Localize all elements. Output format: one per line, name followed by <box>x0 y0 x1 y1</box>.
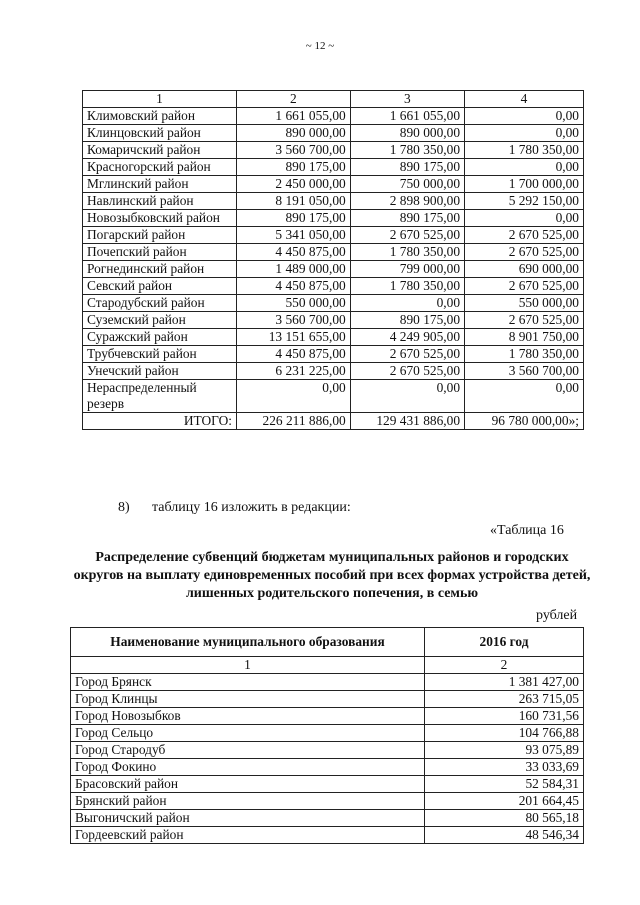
column-header-name: Наименование муниципального образования <box>71 628 425 657</box>
table-row <box>71 793 584 810</box>
amount-cell: 5 341 050,00 <box>237 227 351 244</box>
amount-cell: 1 780 350,00 <box>350 244 464 261</box>
amount-cell: 890 175,00 <box>350 312 464 329</box>
table-row <box>83 108 584 125</box>
amount-cell: 93 075,89 <box>425 742 584 759</box>
amendment-instruction <box>118 500 351 516</box>
amount-cell: 4 450 875,00 <box>237 278 351 295</box>
table-header-row <box>71 628 584 657</box>
table-row <box>71 810 584 827</box>
amount-cell: 8 191 050,00 <box>237 193 351 210</box>
table-row <box>71 827 584 844</box>
column-number-cell: 2 <box>237 91 351 108</box>
amount-cell: 4 450 875,00 <box>237 244 351 261</box>
table-row <box>71 742 584 759</box>
amount-cell: 890 175,00 <box>350 210 464 227</box>
district-name-cell: Погарский район <box>83 227 237 244</box>
amount-cell: 2 670 525,00 <box>465 244 584 261</box>
column-number-row <box>71 657 584 674</box>
amount-cell: 5 292 150,00 <box>465 193 584 210</box>
amount-cell: 890 175,00 <box>350 159 464 176</box>
amount-cell: 263 715,05 <box>425 691 584 708</box>
amount-cell: 2 670 525,00 <box>465 312 584 329</box>
column-number-cell: 1 <box>83 91 237 108</box>
district-name-cell: Комаричский район <box>83 142 237 159</box>
amount-cell: 4 249 905,00 <box>350 329 464 346</box>
amount-cell: 2 450 000,00 <box>237 176 351 193</box>
table-row <box>71 674 584 691</box>
table-header-row <box>83 91 584 108</box>
table-row <box>83 210 584 227</box>
amount-cell: 3 560 700,00 <box>237 312 351 329</box>
district-name-cell: Почепский район <box>83 244 237 261</box>
amount-cell: 0,00 <box>465 210 584 227</box>
amount-cell: 80 565,18 <box>425 810 584 827</box>
table-row <box>83 125 584 142</box>
district-name-cell: Севский район <box>83 278 237 295</box>
district-name-cell: Нераспределенный резерв <box>83 380 237 413</box>
amount-cell: 1 489 000,00 <box>237 261 351 278</box>
table-row <box>83 176 584 193</box>
municipality-name-cell: Брасовский район <box>71 776 425 793</box>
subsidy-table-continued <box>82 90 584 430</box>
amount-cell: 890 000,00 <box>350 125 464 142</box>
table-row <box>71 759 584 776</box>
amount-cell: 2 670 525,00 <box>465 227 584 244</box>
amount-cell: 690 000,00 <box>465 261 584 278</box>
amount-cell: 550 000,00 <box>237 295 351 312</box>
amount-cell: 1 700 000,00 <box>465 176 584 193</box>
table-row <box>83 363 584 380</box>
amount-cell: 3 560 700,00 <box>465 363 584 380</box>
table-row <box>83 193 584 210</box>
amount-cell: 8 901 750,00 <box>465 329 584 346</box>
column-number-cell: 2 <box>425 657 584 674</box>
district-name-cell: Стародубский район <box>83 295 237 312</box>
amount-cell: 1 661 055,00 <box>237 108 351 125</box>
district-name-cell: Трубчевский район <box>83 346 237 363</box>
district-name-cell: Навлинский район <box>83 193 237 210</box>
instruction-text: таблицу 16 изложить в редакции: <box>152 500 351 515</box>
amount-cell: 890 175,00 <box>237 159 351 176</box>
total-row <box>83 413 584 430</box>
table-heading: Распределение субвенций бюджетам муниципальных районов и городских округов на выплату единовременных пособий при всех формах устройства детей, лишенных родительского попечения, в семью <box>73 550 591 601</box>
table-row <box>83 346 584 363</box>
municipality-name-cell: Гордеевский район <box>71 827 425 844</box>
amount-cell: 2 670 525,00 <box>350 346 464 363</box>
amount-cell: 750 000,00 <box>350 176 464 193</box>
unit-label: рублей <box>536 608 578 623</box>
amount-cell: 2 670 525,00 <box>350 227 464 244</box>
municipality-name-cell: Выгоничский район <box>71 810 425 827</box>
table-row <box>83 227 584 244</box>
district-name-cell: Красногорский район <box>83 159 237 176</box>
column-number-cell: 4 <box>465 91 584 108</box>
total-amount-cell: 226 211 886,00 <box>237 413 351 430</box>
table-row <box>71 691 584 708</box>
amount-cell: 52 584,31 <box>425 776 584 793</box>
municipality-name-cell: Брянский район <box>71 793 425 810</box>
district-name-cell: Клинцовский район <box>83 125 237 142</box>
municipality-name-cell: Город Новозыбков <box>71 708 425 725</box>
municipality-name-cell: Город Сельцо <box>71 725 425 742</box>
municipality-name-cell: Город Фокино <box>71 759 425 776</box>
municipality-name-cell: Город Стародуб <box>71 742 425 759</box>
table-16 <box>70 627 584 844</box>
amount-cell: 0,00 <box>465 108 584 125</box>
district-name-cell: Новозыбковский район <box>83 210 237 227</box>
amount-cell: 550 000,00 <box>465 295 584 312</box>
table-row <box>83 278 584 295</box>
municipality-name-cell: Город Брянск <box>71 674 425 691</box>
column-number-cell: 1 <box>71 657 425 674</box>
table-row <box>83 329 584 346</box>
amount-cell: 3 560 700,00 <box>237 142 351 159</box>
amount-cell: 2 670 525,00 <box>350 363 464 380</box>
table-row <box>71 708 584 725</box>
column-header-year: 2016 год <box>425 628 584 657</box>
total-amount-cell: 96 780 000,00»; <box>465 413 584 430</box>
district-name-cell: Мглинский район <box>83 176 237 193</box>
total-label-cell: ИТОГО: <box>83 413 237 430</box>
table-row <box>83 380 584 413</box>
amount-cell: 2 670 525,00 <box>465 278 584 295</box>
total-amount-cell: 129 431 886,00 <box>350 413 464 430</box>
amount-cell: 0,00 <box>350 380 464 413</box>
district-name-cell: Суземский район <box>83 312 237 329</box>
amount-cell: 160 731,56 <box>425 708 584 725</box>
table-row <box>83 244 584 261</box>
amount-cell: 2 898 900,00 <box>350 193 464 210</box>
table-row <box>83 295 584 312</box>
instruction-number: 8) <box>118 500 130 515</box>
amount-cell: 1 661 055,00 <box>350 108 464 125</box>
amount-cell: 104 766,88 <box>425 725 584 742</box>
amount-cell: 1 381 427,00 <box>425 674 584 691</box>
amount-cell: 0,00 <box>465 125 584 142</box>
page-number: ~ 12 ~ <box>305 40 335 52</box>
amount-cell: 0,00 <box>465 380 584 413</box>
amount-cell: 201 664,45 <box>425 793 584 810</box>
table-row <box>71 725 584 742</box>
amount-cell: 890 000,00 <box>237 125 351 142</box>
district-name-cell: Суражский район <box>83 329 237 346</box>
table-label: «Таблица 16 <box>490 523 564 538</box>
amount-cell: 6 231 225,00 <box>237 363 351 380</box>
table-row <box>83 159 584 176</box>
district-name-cell: Унечский район <box>83 363 237 380</box>
amount-cell: 48 546,34 <box>425 827 584 844</box>
district-name-cell: Рогнединский район <box>83 261 237 278</box>
column-number-cell: 3 <box>350 91 464 108</box>
amount-cell: 13 151 655,00 <box>237 329 351 346</box>
amount-cell: 799 000,00 <box>350 261 464 278</box>
amount-cell: 0,00 <box>350 295 464 312</box>
table-row <box>71 776 584 793</box>
district-name-cell: Климовский район <box>83 108 237 125</box>
amount-cell: 0,00 <box>465 159 584 176</box>
amount-cell: 1 780 350,00 <box>350 142 464 159</box>
table-row <box>83 142 584 159</box>
amount-cell: 33 033,69 <box>425 759 584 776</box>
amount-cell: 1 780 350,00 <box>350 278 464 295</box>
amount-cell: 1 780 350,00 <box>465 346 584 363</box>
municipality-name-cell: Город Клинцы <box>71 691 425 708</box>
table-row <box>83 261 584 278</box>
table-row <box>83 312 584 329</box>
amount-cell: 0,00 <box>237 380 351 413</box>
amount-cell: 4 450 875,00 <box>237 346 351 363</box>
amount-cell: 890 175,00 <box>237 210 351 227</box>
amount-cell: 1 780 350,00 <box>465 142 584 159</box>
